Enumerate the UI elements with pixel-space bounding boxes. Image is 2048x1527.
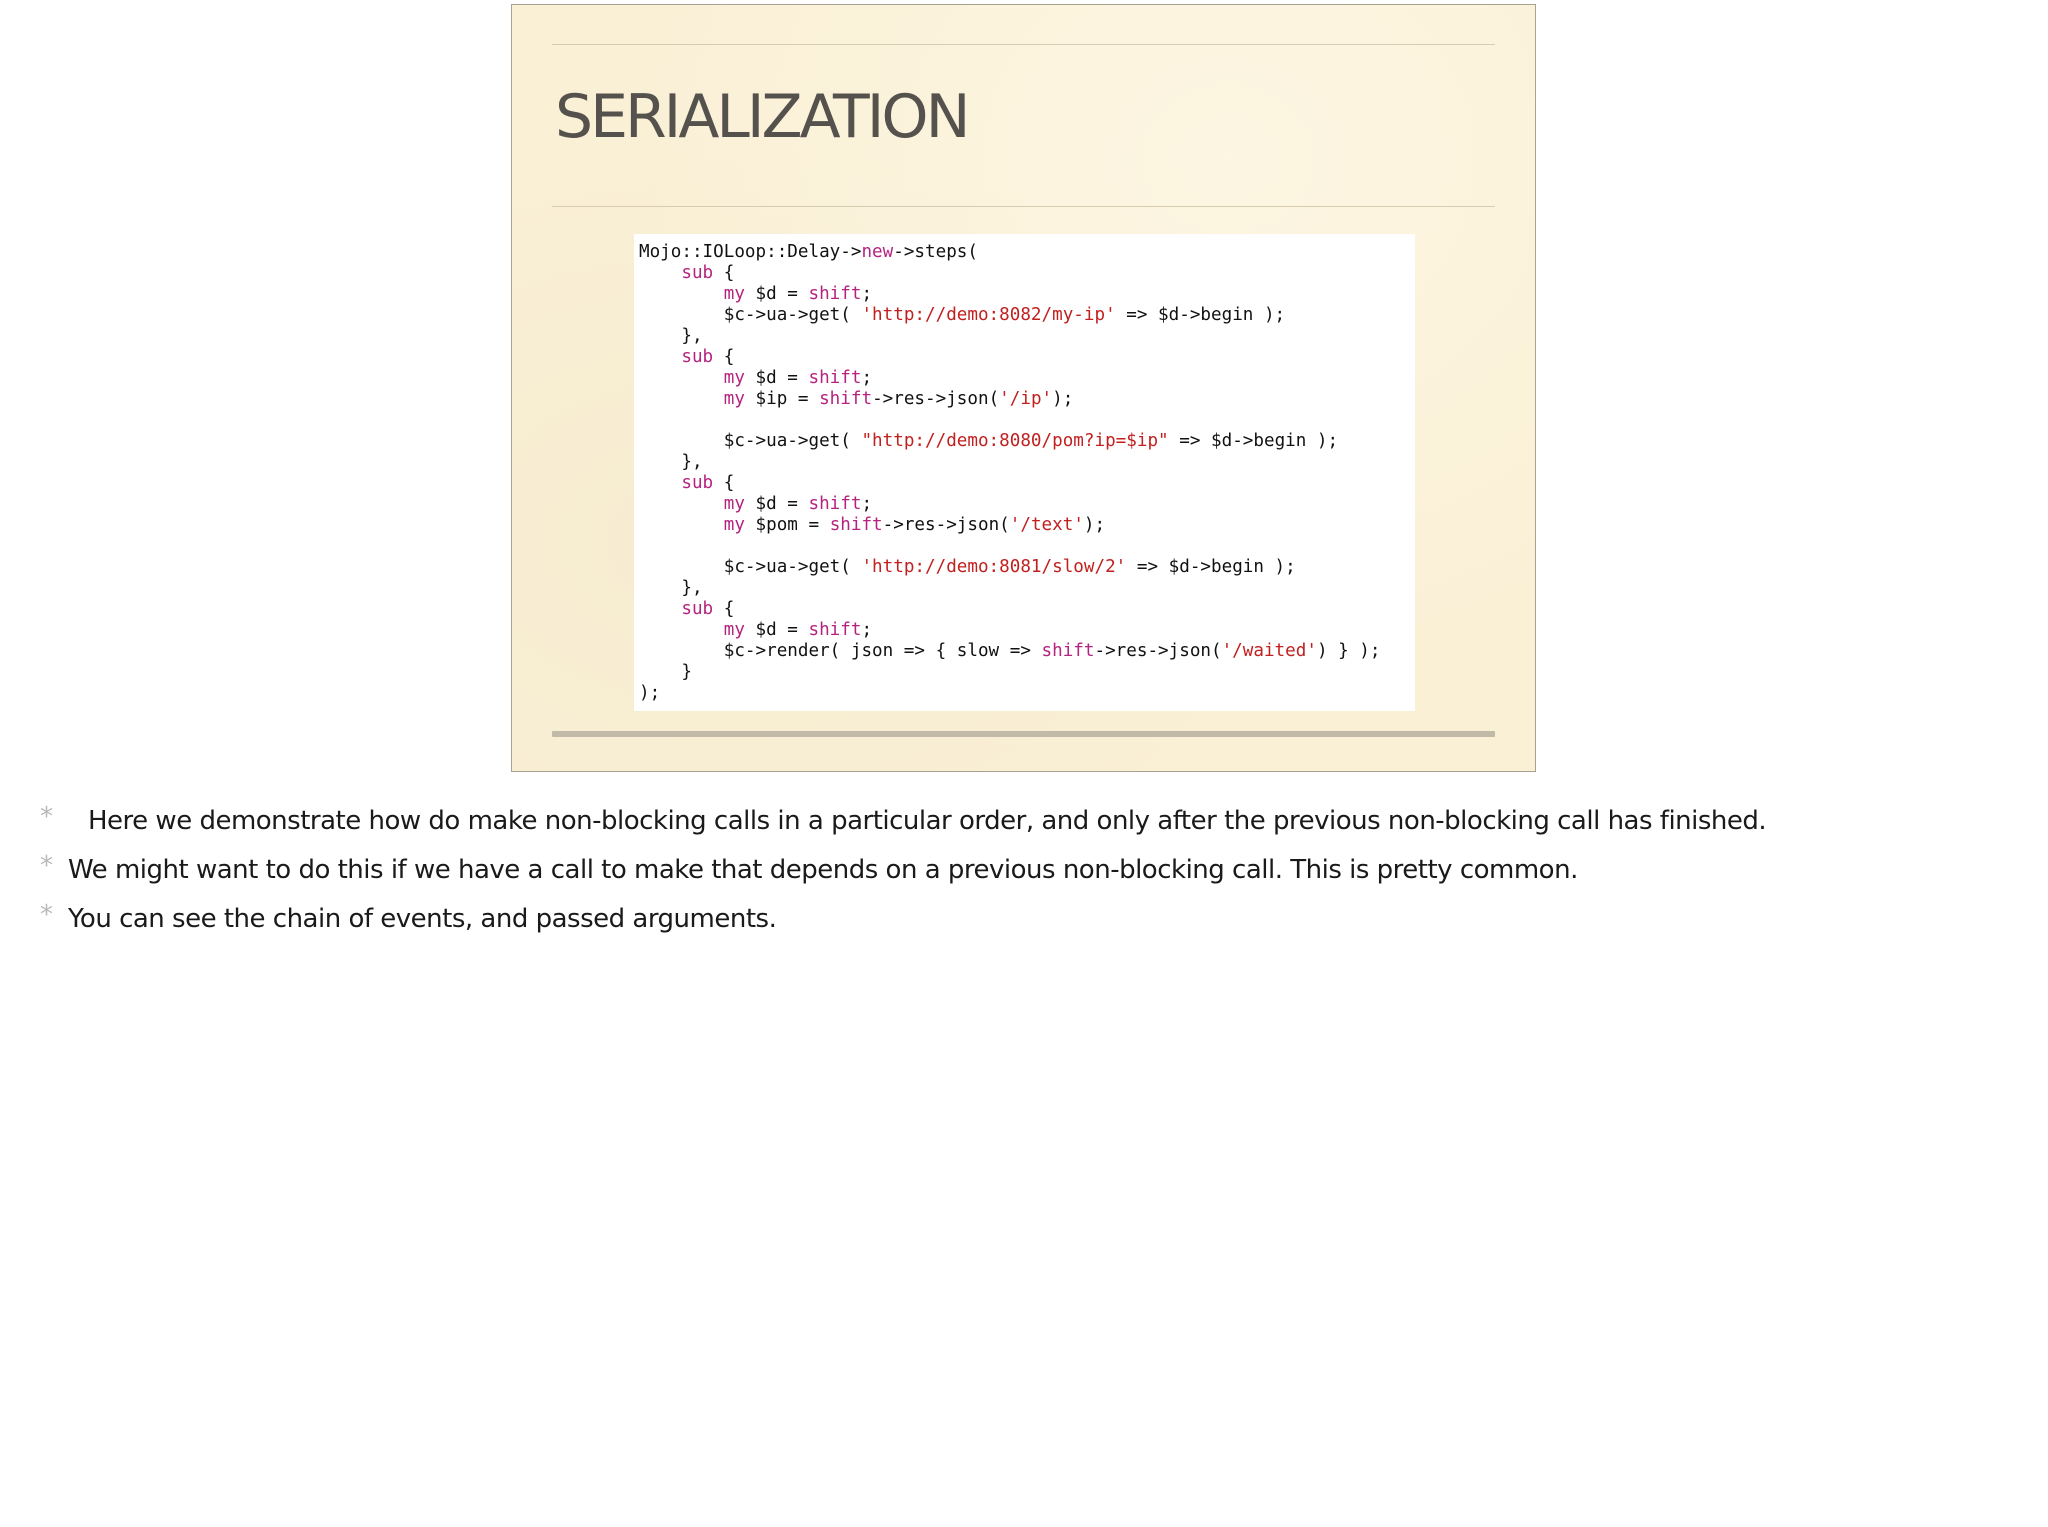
code-text <box>639 389 724 409</box>
code-text: $pom = <box>744 515 830 535</box>
note-text: You can see the chain of events, and passed arguments. <box>68 904 777 934</box>
code-text: $d = <box>744 494 809 514</box>
code-line <box>639 347 1415 368</box>
code-text: => $d->begin ); <box>1115 305 1286 325</box>
slide <box>511 4 1536 772</box>
code-line <box>639 557 1415 578</box>
code-string: "http://demo:8080/pom?ip=$ip" <box>861 431 1169 451</box>
title-divider <box>552 206 1495 207</box>
code-string: '/ip' <box>999 389 1053 409</box>
code-text: $c->ua->get( <box>639 305 862 325</box>
code-line <box>639 389 1415 410</box>
code-keyword: my <box>723 389 745 409</box>
code-text: { <box>713 599 735 619</box>
code-line <box>639 431 1415 452</box>
code-line <box>639 599 1415 620</box>
code-keyword: shift <box>808 494 862 514</box>
code-keyword: shift <box>819 389 873 409</box>
note-item <box>0 798 2048 847</box>
code-keyword: shift <box>808 284 862 304</box>
code-text: ->res->json( <box>872 389 1000 409</box>
note-text: Here we demonstrate how do make non-blocking calls in a particular order, and only after the previous non-blocking call has finished. <box>88 806 1767 836</box>
note-item <box>0 896 2048 945</box>
code-keyword: new <box>861 242 894 262</box>
bottom-rule <box>552 731 1495 737</box>
code-string: '/waited' <box>1221 641 1317 661</box>
code-text: }, <box>639 578 703 598</box>
code-text <box>639 473 681 493</box>
code-line <box>639 620 1415 641</box>
code-text: $d = <box>744 368 809 388</box>
code-keyword: shift <box>1041 641 1095 661</box>
code-line <box>639 473 1415 494</box>
code-text <box>639 263 681 283</box>
code-text <box>639 347 681 367</box>
code-line <box>639 683 1415 704</box>
code-text: ->steps( <box>893 242 978 262</box>
code-text: } <box>639 662 692 682</box>
code-line <box>639 263 1415 284</box>
code-string: '/text' <box>1009 515 1084 535</box>
code-line <box>639 578 1415 599</box>
code-text <box>639 368 724 388</box>
slide-title: SERIALIZATION <box>555 82 968 152</box>
code-line <box>639 641 1415 662</box>
code-text: ->res->json( <box>882 515 1010 535</box>
bullet-star-icon: * <box>40 900 53 930</box>
code-line <box>639 242 1415 263</box>
code-text: ); <box>1083 515 1106 535</box>
code-string: 'http://demo:8082/my-ip' <box>861 305 1116 325</box>
code-line <box>639 326 1415 347</box>
code-text: ) } ); <box>1316 641 1381 661</box>
top-rule <box>552 44 1495 45</box>
code-text: $d = <box>744 284 809 304</box>
speaker-notes <box>0 798 2048 945</box>
code-text: => $d->begin ); <box>1168 431 1339 451</box>
code-text: ); <box>639 683 661 703</box>
code-keyword: my <box>723 515 745 535</box>
bullet-star-icon: * <box>40 851 53 881</box>
code-line <box>639 536 1415 557</box>
code-keyword: shift <box>808 368 862 388</box>
code-text <box>639 494 724 514</box>
code-text: $c->ua->get( <box>639 431 862 451</box>
code-text: { <box>713 347 735 367</box>
code-text <box>639 620 724 640</box>
code-keyword: my <box>723 494 745 514</box>
code-text: ; <box>861 494 873 514</box>
code-keyword: my <box>723 620 745 640</box>
code-keyword: my <box>723 368 745 388</box>
code-keyword: sub <box>681 263 714 283</box>
bullet-star-icon: * <box>40 802 53 832</box>
code-text: $d = <box>744 620 809 640</box>
code-text <box>639 599 681 619</box>
code-keyword: shift <box>829 515 883 535</box>
code-line <box>639 662 1415 683</box>
code-line <box>639 494 1415 515</box>
code-text: $ip = <box>744 389 820 409</box>
code-text: { <box>713 263 735 283</box>
code-text: ; <box>861 620 873 640</box>
code-keyword: sub <box>681 347 714 367</box>
code-text: ; <box>861 368 873 388</box>
note-text: We might want to do this if we have a call to make that depends on a previous non-blocking call. This is pretty common. <box>68 855 1578 885</box>
code-text: ; <box>861 284 873 304</box>
code-line <box>639 368 1415 389</box>
code-text <box>639 515 724 535</box>
code-keyword: sub <box>681 473 714 493</box>
code-text: Mojo::IOLoop::Delay-> <box>639 242 862 262</box>
code-line <box>639 410 1415 431</box>
code-line <box>639 284 1415 305</box>
code-text: }, <box>639 326 703 346</box>
code-text: ); <box>1052 389 1074 409</box>
code-keyword: shift <box>808 620 862 640</box>
code-line <box>639 452 1415 473</box>
code-text: $c->render( json => { slow => <box>639 641 1042 661</box>
code-text: { <box>713 473 735 493</box>
code-keyword: my <box>723 284 745 304</box>
code-line <box>639 305 1415 326</box>
code-text: $c->ua->get( <box>639 557 862 577</box>
code-block <box>634 234 1415 711</box>
code-text: ->res->json( <box>1094 641 1222 661</box>
code-keyword: sub <box>681 599 714 619</box>
code-text: => $d->begin ); <box>1126 557 1296 577</box>
code-line <box>639 515 1415 536</box>
code-text <box>639 284 724 304</box>
code-string: 'http://demo:8081/slow/2' <box>861 557 1127 577</box>
note-item <box>0 847 2048 896</box>
code-text: }, <box>639 452 703 472</box>
